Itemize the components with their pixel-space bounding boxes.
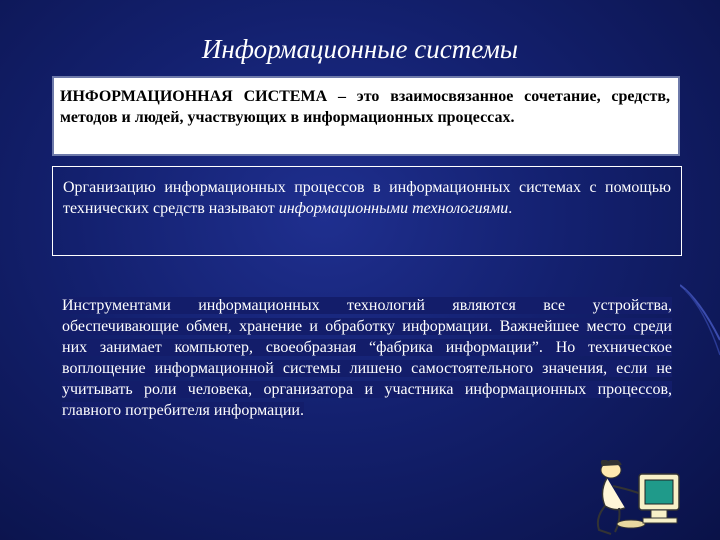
technologies-box bbox=[52, 166, 682, 256]
tools-text: Инструментами информационных технологий являются все устройства, обеспечивающие обмен, хранение и обработку информации. Важнейшее место среди них занимает компьютер, своеобразная “фабрика информации”. Но техническое воплощение информационной системы лишено самостоятельного значения, если не учитывать роли человека, организатора и участника информационных процессов, главного потребителя информации. bbox=[62, 297, 672, 419]
decorative-swoosh bbox=[680, 280, 720, 360]
technologies-period: . bbox=[508, 200, 513, 217]
person-at-computer-icon bbox=[585, 460, 690, 538]
slide-title: Информационные системы bbox=[201, 34, 519, 64]
technologies-text: Организацию информационных процессов в информационных системах с помощью технических средств называют bbox=[63, 179, 671, 217]
technologies-term: информационными технологиями bbox=[278, 200, 509, 217]
tools-box bbox=[52, 285, 682, 421]
definition-box bbox=[52, 76, 680, 156]
definition-text: ИНФОРМАЦИОННАЯ СИСТЕМА – это взаимосвязанное сочетание, средств, методов и людей, участвующих в информационных процессах. bbox=[60, 88, 670, 126]
